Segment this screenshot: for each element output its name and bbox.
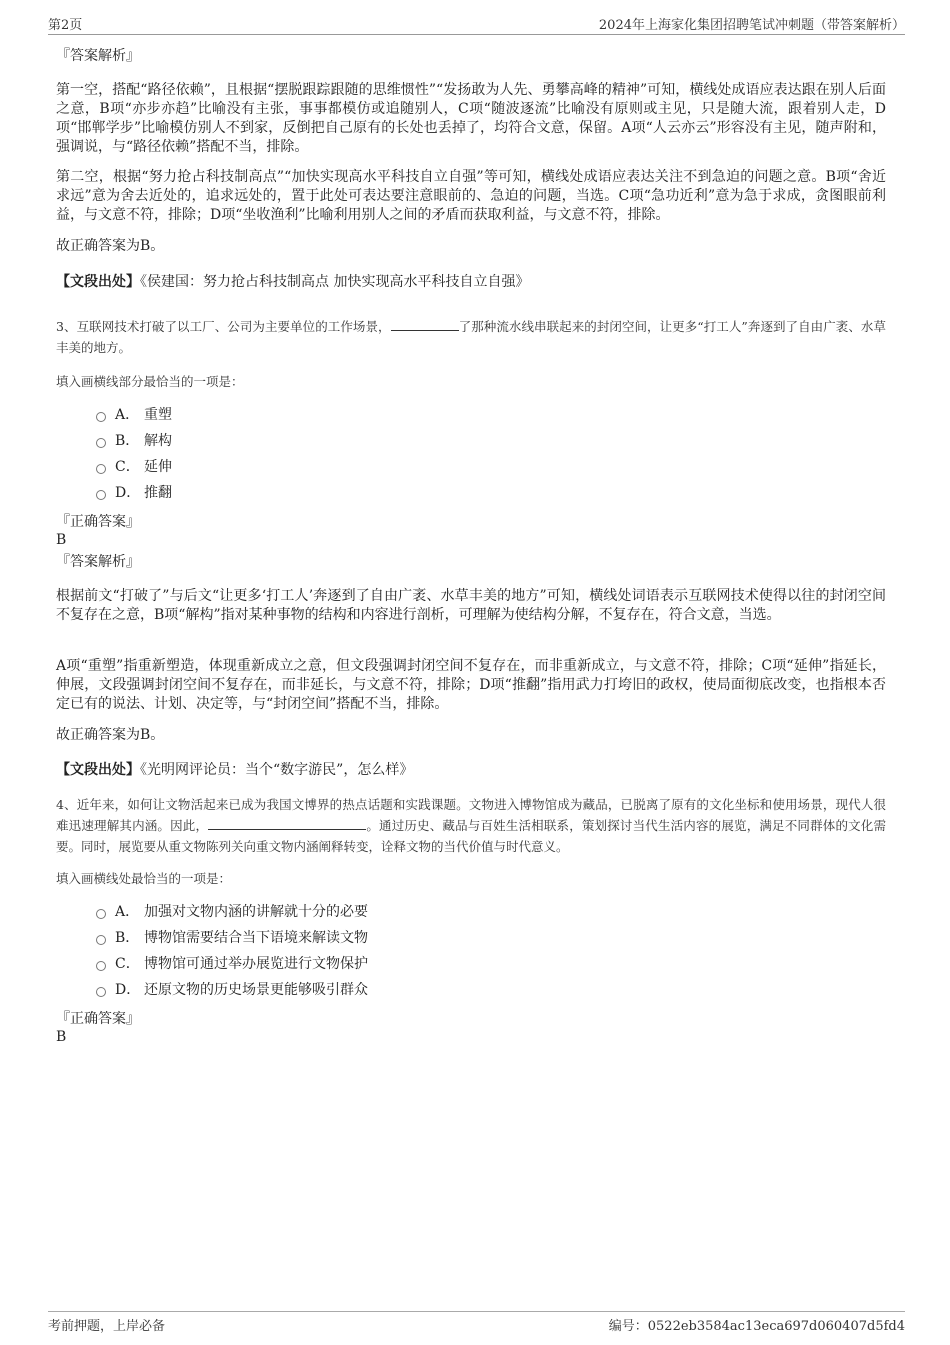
radio-icon[interactable] xyxy=(96,961,106,971)
option-c[interactable]: C． 博物馆可通过举办展览进行文物保护 xyxy=(56,951,756,977)
option-b[interactable]: B． 解构 xyxy=(56,428,656,454)
stem-after: 了那种流水线串联起来的封闭空间，让更多“打工人”奔逐到了自由广袤、水草丰美的地方。 xyxy=(56,319,886,355)
source-citation xyxy=(56,272,886,292)
option-a[interactable]: A． 重塑 xyxy=(56,402,656,428)
q3-analysis-p1-wrap xyxy=(56,587,886,625)
correct-answer: B xyxy=(56,532,67,548)
conclusion: 故正确答案为B。 xyxy=(56,727,165,743)
q2-analysis-p2-wrap xyxy=(56,168,886,225)
correct-answer: B xyxy=(56,1029,67,1045)
document-title: 2024年上海家化集团招聘笔试冲刺题（带答案解析） xyxy=(598,18,905,33)
option-b[interactable]: B． 博物馆需要结合当下语境来解读文物 xyxy=(56,925,756,951)
q3-answer-tag-wrap xyxy=(56,513,140,531)
fill-blank xyxy=(391,318,459,331)
q3-options xyxy=(56,402,656,506)
q3-stem-wrap xyxy=(56,316,886,358)
q3-source-wrap xyxy=(56,760,886,780)
source-text: 《侯建国：努力抢占科技制高点 加快实现高水平科技自立自强》 xyxy=(140,274,530,290)
page-number: 第2页 xyxy=(48,18,83,33)
analysis-paragraph: 第二空，根据“努力抢占科技制高点”“加快实现高水平科技自立自强”等可知，横线处成语应表达关注不到急迫的问题之意。B项“舍近求远”意为舍去近处的，追求远处的，置于此处可表达要注意眼前的、急迫的问题，当选。C项“急功近利”意为急于求成，贪图眼前利益，与文意不符，排除；D项“坐收渔利”比喻利用别人之间的矛盾而获取利益，与文意不符，排除。 xyxy=(56,169,886,223)
question-prompt: 填入画横线部分最恰当的一项是： xyxy=(56,374,244,389)
q4-answer-wrap xyxy=(56,1028,66,1046)
q2-analysis-p1-wrap xyxy=(56,81,886,157)
radio-icon[interactable] xyxy=(96,438,106,448)
option-a[interactable]: A． 加强对文物内涵的讲解就十分的必要 xyxy=(56,899,756,925)
q3-analysis-p2-wrap xyxy=(56,657,886,714)
question-stem xyxy=(56,316,886,358)
q3-prompt-wrap xyxy=(56,372,244,390)
analysis-tag: 『答案解析』 xyxy=(56,48,140,64)
page-footer xyxy=(48,1311,905,1334)
source-citation xyxy=(56,760,886,780)
radio-icon[interactable] xyxy=(96,490,106,500)
q3-answer-wrap xyxy=(56,531,66,549)
stem-before: 4、近年来，如何让文物活起来已成为我国文博界的热点话题和实践课题。文物进入博物馆成为藏品，已脱离了原有的文化坐标和使用场景，现代人很难迅速理解其内涵。因此， xyxy=(56,797,886,833)
fill-blank xyxy=(208,817,366,830)
analysis-paragraph: 根据前文“打破了”与后文“让更多‘打工人’奔逐到了自由广袤、水草丰美的地方”可知，横线处词语表示互联网技术使得以往的封闭空间不复存在之意，B项“解构”指对某种事物的结构和内容进行剖析，可理解为使结构分解，不复存在，符合文意，当选。 xyxy=(56,588,886,623)
answer-tag: 『正确答案』 xyxy=(56,514,140,530)
q2-analysis-tag-wrap xyxy=(56,46,140,66)
source-label: 【文段出处】 xyxy=(56,274,140,290)
stem-before: 3、互联网技术打破了以工厂、公司为主要单位的工作场景， xyxy=(56,319,391,334)
question-prompt: 填入画横线处最恰当的一项是： xyxy=(56,871,232,886)
q4-stem-wrap xyxy=(56,794,886,857)
footer-slogan: 考前押题，上岸必备 xyxy=(48,1319,166,1334)
option-d[interactable]: D． 还原文物的历史场景更能够吸引群众 xyxy=(56,977,756,1003)
source-text: 《光明网评论员：当个“数字游民”，怎么样》 xyxy=(140,762,414,778)
q3-analysis-tag-wrap xyxy=(56,552,140,572)
analysis-paragraph: A项“重塑”指重新塑造，体现重新成立之意，但文段强调封闭空间不复存在，而非重新成立，与文意不符，排除；C项“延伸”指延长，伸展，文段强调封闭空间不复存在，而非延长，与文意不符，排除；D项“推翻”指用武力打垮旧的政权，使局面彻底改变，也指根本否定已有的说法、计划、决定等，与“封闭空间”搭配不当，排除。 xyxy=(56,658,886,712)
q2-source-wrap xyxy=(56,272,886,292)
document-id: 编号：0522eb3584ac13eca697d060407d5fd4 xyxy=(608,1319,905,1334)
q3-conclusion-wrap xyxy=(56,726,164,745)
radio-icon[interactable] xyxy=(96,909,106,919)
radio-icon[interactable] xyxy=(96,935,106,945)
radio-icon[interactable] xyxy=(96,412,106,422)
answer-tag: 『正确答案』 xyxy=(56,1011,140,1027)
option-c[interactable]: C． 延伸 xyxy=(56,454,656,480)
radio-icon[interactable] xyxy=(96,987,106,997)
source-label: 【文段出处】 xyxy=(56,762,140,778)
q2-conclusion-wrap xyxy=(56,237,164,256)
analysis-paragraph: 第一空，搭配“路径依赖”，且根据“摆脱跟踪跟随的思维惯性”“发扬敢为人先、勇攀高峰的精神”可知，横线处成语应表达跟在别人后面之意，B项“亦步亦趋”比喻没有主张，事事都模仿或追随别人，C项“随波逐流”比喻没有原则或主见，只是随大流，跟着别人走，D项“邯郸学步”比喻模仿别人不到家，反倒把自己原有的长处也丢掉了，均符合文意，保留。A项“人云亦云”形容没有主见，随声附和，强调说，与“路径依赖”搭配不当，排除。 xyxy=(56,82,886,155)
radio-icon[interactable] xyxy=(96,464,106,474)
q4-answer-tag-wrap xyxy=(56,1010,140,1028)
question-stem xyxy=(56,794,886,857)
q4-prompt-wrap xyxy=(56,869,231,887)
option-d[interactable]: D． 推翻 xyxy=(56,480,656,506)
stem-after: 。通过历史、藏品与百姓生活相联系，策划探讨当代生活内容的展览，满足不同群体的文化需要。同时，展览要从重文物陈列关向重文物内涵阐释转变，诠释文物的当代价值与时代意义。 xyxy=(56,818,886,854)
q4-options xyxy=(56,899,756,1003)
page-header xyxy=(48,14,905,35)
analysis-tag: 『答案解析』 xyxy=(56,554,140,570)
conclusion: 故正确答案为B。 xyxy=(56,238,165,254)
